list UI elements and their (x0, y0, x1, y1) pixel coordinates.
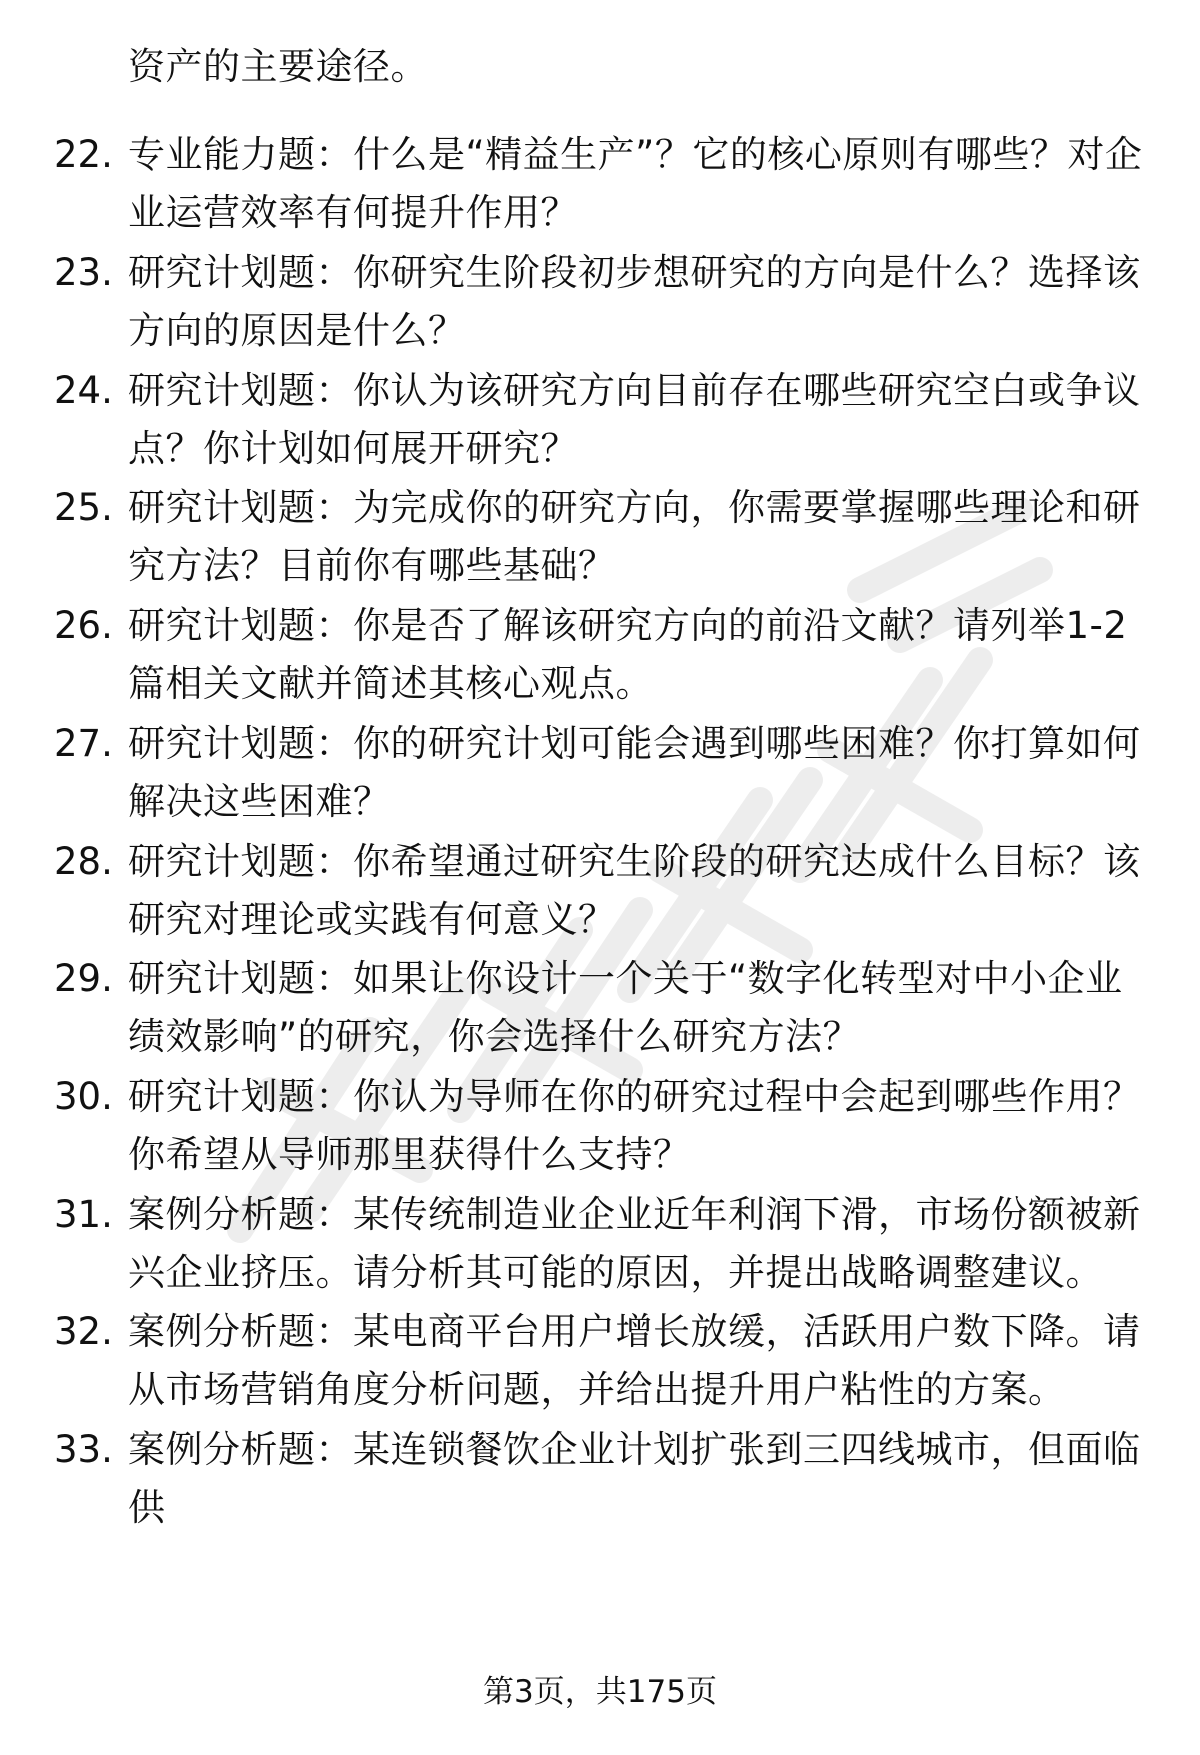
item-text: 研究计划题：为完成你的研究方向，你需要掌握哪些理论和研究方法？目前你有哪些基础？ (128, 486, 1141, 587)
item-number: 26. (54, 604, 113, 647)
item-text: 案例分析题：某电商平台用户增长放缓，活跃用户数下降。请从市场营销角度分析问题，并给出提升用户粘性的方案。 (128, 1310, 1141, 1411)
item-text: 专业能力题：什么是“精益生产”？它的核心原则有哪些？对企业运营效率有何提升作用？ (128, 133, 1143, 234)
item-text: 案例分析题：某传统制造业企业近年利润下滑，市场份额被新兴企业挤压。请分析其可能的原因，并提出战略调整建议。 (128, 1193, 1141, 1294)
item-number: 25. (54, 486, 113, 529)
page-footer: 第3页，共175页 (483, 1674, 717, 1710)
continuation-text: 资产的主要途径。 (128, 45, 428, 88)
item-number: 33. (54, 1428, 113, 1471)
item-text: 研究计划题：你研究生阶段初步想研究的方向是什么？选择该方向的原因是什么？ (128, 251, 1141, 352)
item-number: 27. (54, 722, 113, 765)
item-text: 研究计划题：你认为该研究方向目前存在哪些研究空白或争议点？你计划如何展开研究？ (128, 369, 1141, 470)
item-number: 22. (54, 133, 113, 176)
item-number: 31. (54, 1193, 113, 1236)
item-text: 研究计划题：如果让你设计一个关于“数字化转型对中小企业绩效影响”的研究，你会选择什么研究方法？ (128, 957, 1123, 1058)
item-text: 研究计划题：你希望通过研究生阶段的研究达成什么目标？该研究对理论或实践有何意义？ (128, 840, 1141, 941)
item-number: 24. (54, 369, 113, 412)
item-text: 研究计划题：你的研究计划可能会遇到哪些困难？你打算如何解决这些困难？ (128, 722, 1141, 823)
item-number: 32. (54, 1310, 113, 1353)
item-number: 23. (54, 251, 113, 294)
item-text: 研究计划题：你是否了解该研究方向的前沿文献？请列举1-2篇相关文献并简述其核心观点。 (128, 604, 1128, 705)
item-number: 30. (54, 1075, 113, 1118)
item-number: 29. (54, 957, 113, 1000)
item-text: 研究计划题：你认为导师在你的研究过程中会起到哪些作用？你希望从导师那里获得什么支持？ (128, 1075, 1141, 1176)
item-text: 案例分析题：某连锁餐饮企业计划扩张到三四线城市，但面临供 (128, 1428, 1141, 1529)
item-number: 28. (54, 840, 113, 883)
